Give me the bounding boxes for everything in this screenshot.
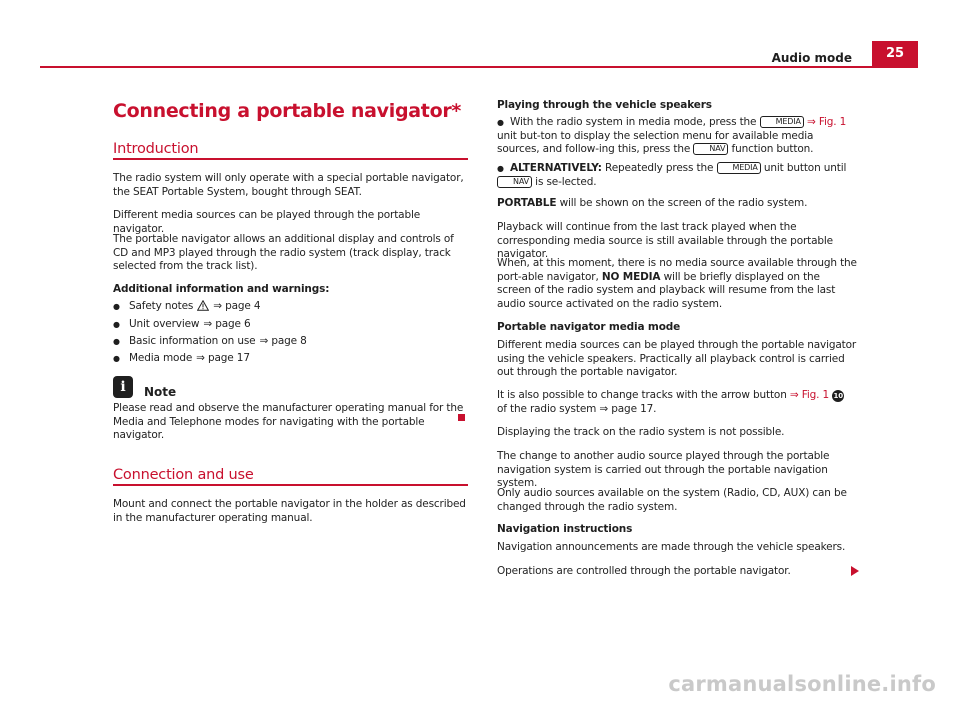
callout-number-badge: 10: [833, 392, 843, 400]
bullet-text: Repeatedly press the: [605, 162, 714, 174]
paragraph-text: When, at this moment, there is no media source available through the port-able navigator,: [497, 257, 857, 283]
navigation-heading: Navigation instructions: [497, 523, 633, 535]
list-item: [497, 162, 857, 189]
change-source-paragraph: The change to another audio source played through the portable navigation system is carried out through the portable navigation system.: [497, 450, 830, 489]
connection-heading-rule: [113, 484, 468, 486]
list-item: [497, 116, 857, 157]
bullet-dot: ●: [497, 164, 504, 173]
page-title: Connecting a portable navigator*: [113, 100, 462, 122]
operations-paragraph: Operations are controlled through the portable navigator.: [497, 565, 791, 577]
media-mode-heading: Portable navigator media mode: [497, 321, 681, 333]
page-reference[interactable]: ⇒ page 4: [213, 300, 261, 312]
alternatively-label: ALTERNATIVELY:: [510, 162, 602, 174]
bullet-dot: ●: [497, 118, 504, 127]
page-reference[interactable]: ⇒ page 17: [196, 352, 250, 364]
warning-triangle-icon: [197, 300, 209, 316]
end-square-icon: [458, 414, 465, 421]
bullet-label: Unit overview: [129, 318, 200, 330]
media-mode-paragraph: Different media sources can be played through the portable navigator using the vehicle speakers. Practically all playback control is carried out through the portable navigator.: [497, 339, 857, 378]
display-paragraph: Displaying the track on the radio system is not possible.: [497, 426, 785, 438]
note-info-icon: i: [113, 376, 133, 398]
running-header: Audio mode: [771, 51, 852, 65]
paragraph-text: will be shown on the screen of the radio system.: [559, 197, 808, 209]
intro-heading: Introduction: [113, 141, 199, 157]
additional-info-heading: Additional information and warnings:: [113, 283, 330, 295]
list-item: [113, 335, 468, 349]
bullet-label: Safety notes: [129, 300, 194, 312]
media-key-label: MEDIA: [760, 116, 804, 128]
list-item: [113, 352, 468, 366]
continue-arrow-icon: [851, 566, 859, 576]
portable-display-word: PORTABLE: [497, 197, 557, 209]
portable-paragraph: [497, 197, 857, 211]
bullet-text: unit button until: [763, 162, 847, 174]
figure-reference[interactable]: ⇒ Fig. 1: [806, 116, 847, 128]
bullet-text: With the radio system in media mode, press the: [510, 116, 757, 128]
bullet-text: unit but-ton to display the selection menu for available media sources, and follow-ing this, press the: [497, 129, 814, 155]
list-item: [113, 300, 468, 316]
header-rule: [40, 66, 918, 68]
page-reference[interactable]: ⇒ page 8: [259, 335, 307, 347]
paragraph-text: will be briefly displayed on the screen of the radio system and playback will resume from the last audio source activated on the radio system.: [497, 270, 836, 310]
bullet-label: Basic information on use: [129, 335, 256, 347]
no-media-display-word: NO MEDIA: [601, 270, 661, 283]
intro-paragraph-3: The portable navigator allows an additional display and controls of CD and MP3 played through the radio system (track display, track selected from the track list).: [113, 233, 454, 272]
bullet-text: is se-lected.: [535, 175, 597, 188]
bullet-dot: ●: [113, 337, 120, 346]
speakers-heading: Playing through the vehicle speakers: [497, 99, 712, 111]
paragraph-text: of the radio system ⇒ page 17.: [497, 402, 657, 415]
media-key-label: MEDIA: [717, 162, 761, 174]
playback-paragraph: Playback will continue from the last track played when the corresponding media source is still available through the portable navigator.: [497, 221, 833, 260]
nav-key-label: NAV: [693, 143, 728, 155]
no-media-paragraph: [497, 257, 857, 311]
bullet-dot: ●: [113, 320, 120, 329]
bullet-text: function button.: [731, 143, 814, 155]
navigation-paragraph: Navigation announcements are made through the vehicle speakers.: [497, 541, 846, 553]
arrow-button-paragraph: [497, 389, 857, 416]
connection-heading: Connection and use: [113, 467, 254, 483]
paragraph-text: It is also possible to change tracks with the arrow button: [497, 389, 787, 401]
bullet-label: Media mode: [129, 352, 193, 364]
figure-reference[interactable]: ⇒ Fig. 1: [789, 389, 830, 401]
nav-key-label: NAV: [497, 176, 532, 188]
note-title: Note: [144, 385, 177, 399]
intro-paragraph-1: The radio system will only operate with a special portable navigator, the SEAT Portable System, bought through SEAT.: [113, 172, 464, 198]
page-number: 25: [872, 41, 918, 67]
watermark: carmanualsonline.info: [668, 672, 936, 696]
only-sources-paragraph: Only audio sources available on the system (Radio, CD, AUX) can be changed through the radio system.: [497, 487, 847, 513]
note-text: Please read and observe the manufacturer operating manual for the Media and Telephone modes for navigating with the portable navigator.: [113, 402, 464, 441]
page-reference[interactable]: ⇒ page 6: [203, 318, 251, 330]
intro-paragraph-2: Different media sources can be played through the portable navigator.: [113, 209, 421, 235]
connection-paragraph: Mount and connect the portable navigator in the holder as described in the manufacturer operating manual.: [113, 498, 466, 524]
bullet-dot: ●: [113, 354, 120, 363]
intro-heading-rule: [113, 158, 468, 160]
bullet-dot: ●: [113, 302, 120, 311]
list-item: [113, 318, 468, 332]
